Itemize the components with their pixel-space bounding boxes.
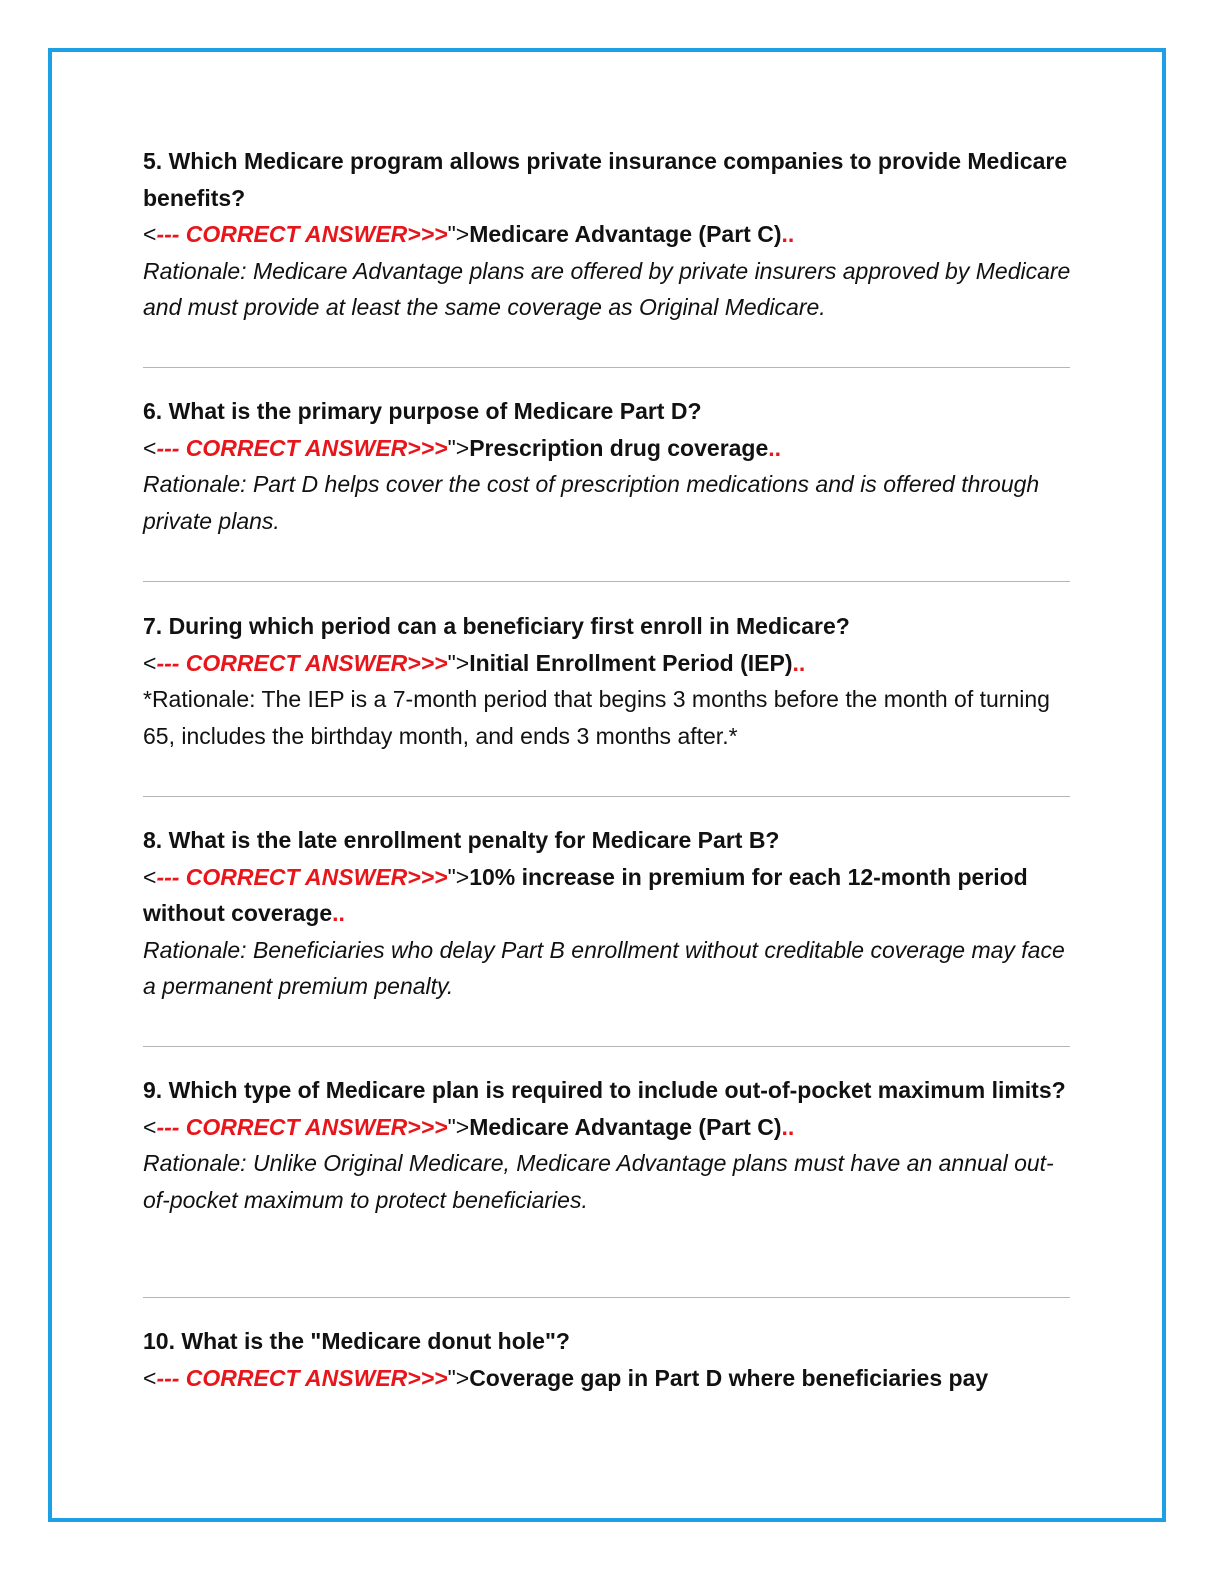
question-text: 7. During which period can a beneficiary first enroll in Medicare? [143,613,850,639]
answer-open-bracket: < [143,221,157,247]
answer-line [143,430,1078,467]
question-text: 5. Which Medicare program allows private insurance companies to provide Medicare benefits? [143,148,1068,211]
qa-item [143,143,1078,326]
answer-text: Medicare Advantage (Part C) [469,221,782,247]
answer-dots: .. [781,221,795,247]
answer-line [143,645,1078,682]
question-text: 10. What is the "Medicare donut hole"? [143,1328,570,1354]
qa-item [143,1323,988,1396]
answer-line [143,1360,988,1397]
answer-line [143,859,1078,932]
answer-dots: .. [781,1113,795,1140]
answer-dots: .. [768,434,782,461]
rationale-text: Rationale: Beneficiaries who delay Part B enrollment without creditable coverage may face a permanent premium penalty. [143,936,1065,999]
answer-open-bracket: < [143,649,157,676]
answer-dots: .. [332,900,345,926]
answer-close-bracket: "> [447,1364,470,1391]
correct-answer-marker: --- CORRECT ANSWER>>> [156,1113,448,1140]
correct-answer-marker: --- CORRECT ANSWER>>> [156,863,448,890]
rationale-text: *Rationale: The IEP is a 7-month period that begins 3 months before the month of turning 65, includes the birthday month, and ends 3 months after.* [143,686,1050,749]
question-text: 9. Which type of Medicare plan is required to include out-of-pocket maximum limits? [143,1077,1066,1103]
divider [143,796,1070,797]
correct-answer-marker: --- CORRECT ANSWER>>> [156,1364,448,1391]
answer-open-bracket: < [143,434,157,461]
answer-close-bracket: "> [447,221,470,247]
answer-text: Coverage gap in Part D where beneficiaries pay [469,1364,989,1391]
answer-open-bracket: < [143,1364,157,1391]
answer-open-bracket: < [143,863,157,890]
answer-text: Medicare Advantage (Part C) [469,1113,782,1140]
answer-line [143,216,1078,253]
qa-item [143,1072,1078,1218]
divider [143,1297,1070,1298]
answer-text: 10% increase in premium for each 12-month period without coverage [143,863,1028,926]
answer-close-bracket: "> [447,434,470,461]
answer-text: Initial Enrollment Period (IEP) [469,649,793,676]
answer-close-bracket: "> [447,863,470,890]
qa-item [143,822,1078,1005]
answer-line [143,1109,1078,1146]
question-text: 8. What is the late enrollment penalty for Medicare Part B? [143,827,780,853]
rationale-text: Rationale: Unlike Original Medicare, Medicare Advantage plans must have an annual out-of-pocket maximum to protect beneficiaries. [143,1150,1054,1213]
divider [143,367,1070,368]
rationale-text: Rationale: Part D helps cover the cost of prescription medications and is offered through private plans. [143,471,1040,534]
qa-item [143,608,1078,754]
answer-text: Prescription drug coverage [469,434,769,461]
correct-answer-marker: --- CORRECT ANSWER>>> [156,434,448,461]
rationale-text: Rationale: Medicare Advantage plans are offered by private insurers approved by Medicare and must provide at least the same coverage as Original Medicare. [143,257,1071,320]
correct-answer-marker: --- CORRECT ANSWER>>> [156,649,448,676]
divider [143,1046,1070,1047]
question-text: 6. What is the primary purpose of Medicare Part D? [143,398,702,424]
answer-close-bracket: "> [447,649,470,676]
qa-item [143,393,1078,539]
answer-dots: .. [792,649,806,676]
answer-open-bracket: < [143,1113,157,1140]
divider [143,581,1070,582]
correct-answer-marker: --- CORRECT ANSWER>>> [156,221,448,247]
answer-close-bracket: "> [447,1113,470,1140]
